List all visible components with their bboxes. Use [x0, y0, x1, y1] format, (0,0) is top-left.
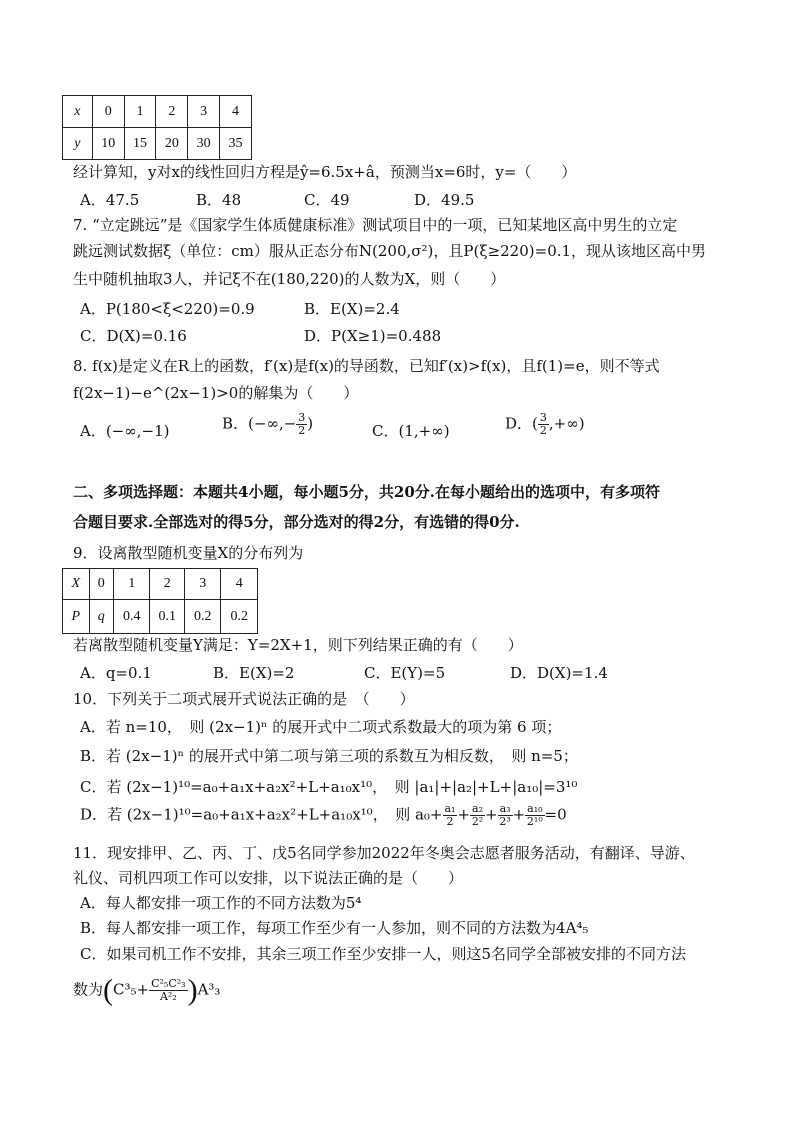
table-cell: 20	[156, 128, 188, 160]
q9-option-d[interactable]: D．D(X)=1.4	[510, 664, 608, 682]
q7-option-c[interactable]: C．D(X)=0.16	[80, 327, 187, 345]
section-2-heading-line-2: 合题目要求.全部选对的得5分，部分选对的得2分，有选错的得0分.	[73, 513, 520, 531]
q7-option-a[interactable]: A．P(180<ξ<220)=0.9	[80, 300, 255, 318]
table-cell: 35	[220, 128, 252, 160]
q10-option-c[interactable]: C．若 (2x−1)¹⁰=a₀+a₁x+a₂x²+L+a₁₀x¹⁰， 则 |a₁|+|a₂|+L+|a₁₀|=3¹⁰	[80, 778, 578, 796]
q11-option-a[interactable]: A．每人都安排一项工作的不同方法数为5⁴	[80, 894, 362, 912]
q11-option-b[interactable]: B．每人都安排一项工作，每项工作至少有一人参加，则不同的方法数为4A⁴₅	[80, 919, 589, 937]
q8-option-c[interactable]: C．(1,+∞)	[372, 422, 450, 440]
table-cell: 30	[188, 128, 220, 160]
q10-d-fraction	[470, 803, 485, 828]
q7-line-2: 跳远测试数据ξ（单位：cm）服从正态分布N(200,σ²)，且P(ξ≥220)=0.1，现从该地区高中男	[73, 242, 707, 260]
fraction-denominator: 2²	[471, 815, 484, 828]
table-cell: 0.1	[150, 600, 185, 634]
q8-option-d-fraction	[538, 412, 549, 437]
q6-stem-b: y对x的线性回归方程是ŷ=6.5x+â，预测当x=6时，y=（ ）	[148, 163, 577, 181]
table-row	[63, 128, 252, 160]
q6-option-a[interactable]: A．47.5	[80, 191, 140, 209]
table-cell: 0	[89, 569, 114, 600]
fraction-numerator: C²₅C²₃	[151, 977, 186, 990]
q8-line-1: 8. f(x)是定义在R上的函数，f′(x)是f(x)的导函数，已知f′(x)>f(x)，且f(1)=e，则不等式	[73, 357, 660, 375]
q8-option-b-label: B．	[222, 414, 249, 433]
table-cell: y	[63, 128, 93, 160]
table-cell: 4	[220, 96, 252, 128]
fraction-denominator: 2¹⁰	[526, 815, 543, 828]
fraction-denominator: 2	[298, 424, 306, 437]
q6-option-c[interactable]: C．49	[304, 191, 350, 209]
q8-option-d-label: D．	[505, 414, 533, 433]
q9-option-a[interactable]: A．q=0.1	[80, 664, 152, 682]
table-cell: 2	[156, 96, 188, 128]
q11-option-c-line-1[interactable]: C．如果司机工作不安排，其余三项工作至少安排一人，则这5名同学全部被安排的不同方法	[80, 945, 687, 963]
fraction-numerator: a₃	[499, 802, 511, 815]
q10-option-a[interactable]: A．若 n=10， 则 (2x−1)ⁿ 的展开式中二项式系数最大的项为第 6 项；	[80, 718, 562, 736]
q9-option-c[interactable]: C．E(Y)=5	[364, 664, 446, 682]
q9-condition: 若离散型随机变量Y满足：Y=2X+1，则下列结果正确的有（ ）	[73, 636, 523, 654]
fraction-denominator: 2	[539, 424, 547, 437]
fraction-numerator: a₁	[444, 802, 456, 815]
q7-line-1: 7. “立定跳远”是《国家学生体质健康标准》测试项目中的一项，已知某地区高中男生的立定	[73, 216, 678, 234]
table-cell: x	[63, 96, 93, 128]
q11-option-c-line-2	[73, 973, 221, 1007]
table-cell: 0.2	[185, 600, 221, 634]
table-cell: q	[89, 600, 114, 634]
table-cell: 4	[221, 569, 258, 600]
fraction-denominator: 2³	[499, 815, 511, 828]
table-cell: 15	[124, 128, 156, 160]
q7-option-b[interactable]: B．E(X)=2.4	[304, 300, 400, 318]
table-cell: X	[63, 569, 90, 600]
q11-line-1: 11．现安排甲、乙、丙、丁、戊5名同学参加2022年冬奥会志愿者服务活动，有翻译、导游、	[73, 844, 695, 862]
q8-option-a[interactable]: A．(−∞,−1)	[80, 422, 170, 440]
q11-c2-fraction	[149, 978, 187, 1003]
table-cell: 3	[185, 569, 221, 600]
q8-option-d-right: ,+∞)	[548, 414, 585, 433]
fraction-denominator: 2	[446, 815, 454, 828]
section-2-heading-line-1: 二、多项选择题：本题共4小题，每小题5分，共20分.在每小题给出的选项中，有多项符	[73, 483, 660, 501]
q10-option-d-left: D．若 (2x−1)¹⁰=a₀+a₁x+a₂x²+L+a₁₀x¹⁰， 则 a₀+	[80, 805, 443, 824]
table-cell: 0.2	[221, 600, 258, 634]
fraction-denominator: A²₂	[159, 990, 177, 1003]
q6-stem	[73, 161, 576, 183]
q10-d-fraction	[498, 803, 513, 828]
q9-stem: 9．设离散型随机变量X的分布列为	[73, 544, 304, 562]
q11-c2-term1: C³₅+	[113, 980, 150, 999]
q9-option-b[interactable]: B．E(X)=2	[213, 664, 295, 682]
fraction-numerator: 3	[298, 411, 306, 424]
q10-option-d-tail: =0	[544, 805, 567, 824]
q7-option-d[interactable]: D．P(X≥1)=0.488	[304, 327, 442, 345]
table-cell: P	[63, 600, 90, 634]
table-row	[63, 96, 252, 128]
q10-stem: 10．下列关于二项式展开式说法正确的是 （ ）	[73, 690, 415, 708]
q10-d-fraction	[525, 803, 544, 828]
q7-line-3: 生中随机抽取3人，并记ξ不在(180,220)的人数为X，则（ ）	[73, 270, 506, 288]
xy-data-table	[62, 95, 252, 160]
q8-option-d-left: (	[532, 414, 538, 433]
fraction-numerator: a₂	[472, 802, 484, 815]
q6-stem-a: 经计算知，	[73, 163, 149, 181]
q11-c2-tail: A³₃	[197, 980, 221, 999]
q8-option-b-fraction	[296, 412, 307, 437]
fraction-numerator: 3	[539, 411, 547, 424]
q6-option-b[interactable]: B．48	[196, 191, 242, 209]
fraction-numerator: a₁₀	[527, 802, 543, 815]
q6-option-d[interactable]: D．49.5	[414, 191, 475, 209]
table-row	[63, 569, 258, 600]
table-row	[63, 600, 258, 634]
right-paren-icon: )	[187, 973, 198, 1007]
table-cell: 10	[92, 128, 124, 160]
q10-option-b[interactable]: B．若 (2x−1)ⁿ 的展开式中第二项与第三项的系数互为相反数， 则 n=5；	[80, 747, 578, 765]
q8-option-d[interactable]	[505, 412, 585, 437]
q8-option-b-left: (−∞,−	[248, 414, 297, 433]
q11-line-2: 礼仪、司机四项工作可以安排，以下说法正确的是（ ）	[73, 869, 464, 887]
distribution-table	[62, 568, 258, 634]
table-cell: 0.4	[114, 600, 150, 634]
table-cell: 1	[114, 569, 150, 600]
table-cell: 0	[92, 96, 124, 128]
table-cell: 2	[150, 569, 185, 600]
table-cell: 1	[124, 96, 156, 128]
q8-line-2: f(2x−1)−e^(2x−1)>0的解集为（ ）	[73, 384, 359, 402]
q8-option-b-right: )	[307, 414, 314, 433]
q8-option-b[interactable]	[222, 412, 313, 437]
table-cell: 3	[188, 96, 220, 128]
q10-option-d[interactable]: D．若 (2x−1)¹⁰=a₀+a₁x+a₂x²+L+a₁₀x¹⁰， 则 a₀+ $\frac{\text{a₁}}{2}$ + $\frac{\text{a₂}}{\text{2²}}$ + $\frac{\text{a₃}}{\text{2³}}$ + $\frac{\text{a₁₀}}{\text{2¹⁰}}$ =0	[80, 802, 567, 828]
q11-c2-left: 数为	[73, 980, 104, 999]
left-paren-icon: (	[103, 973, 114, 1007]
q10-d-fraction	[443, 803, 458, 828]
